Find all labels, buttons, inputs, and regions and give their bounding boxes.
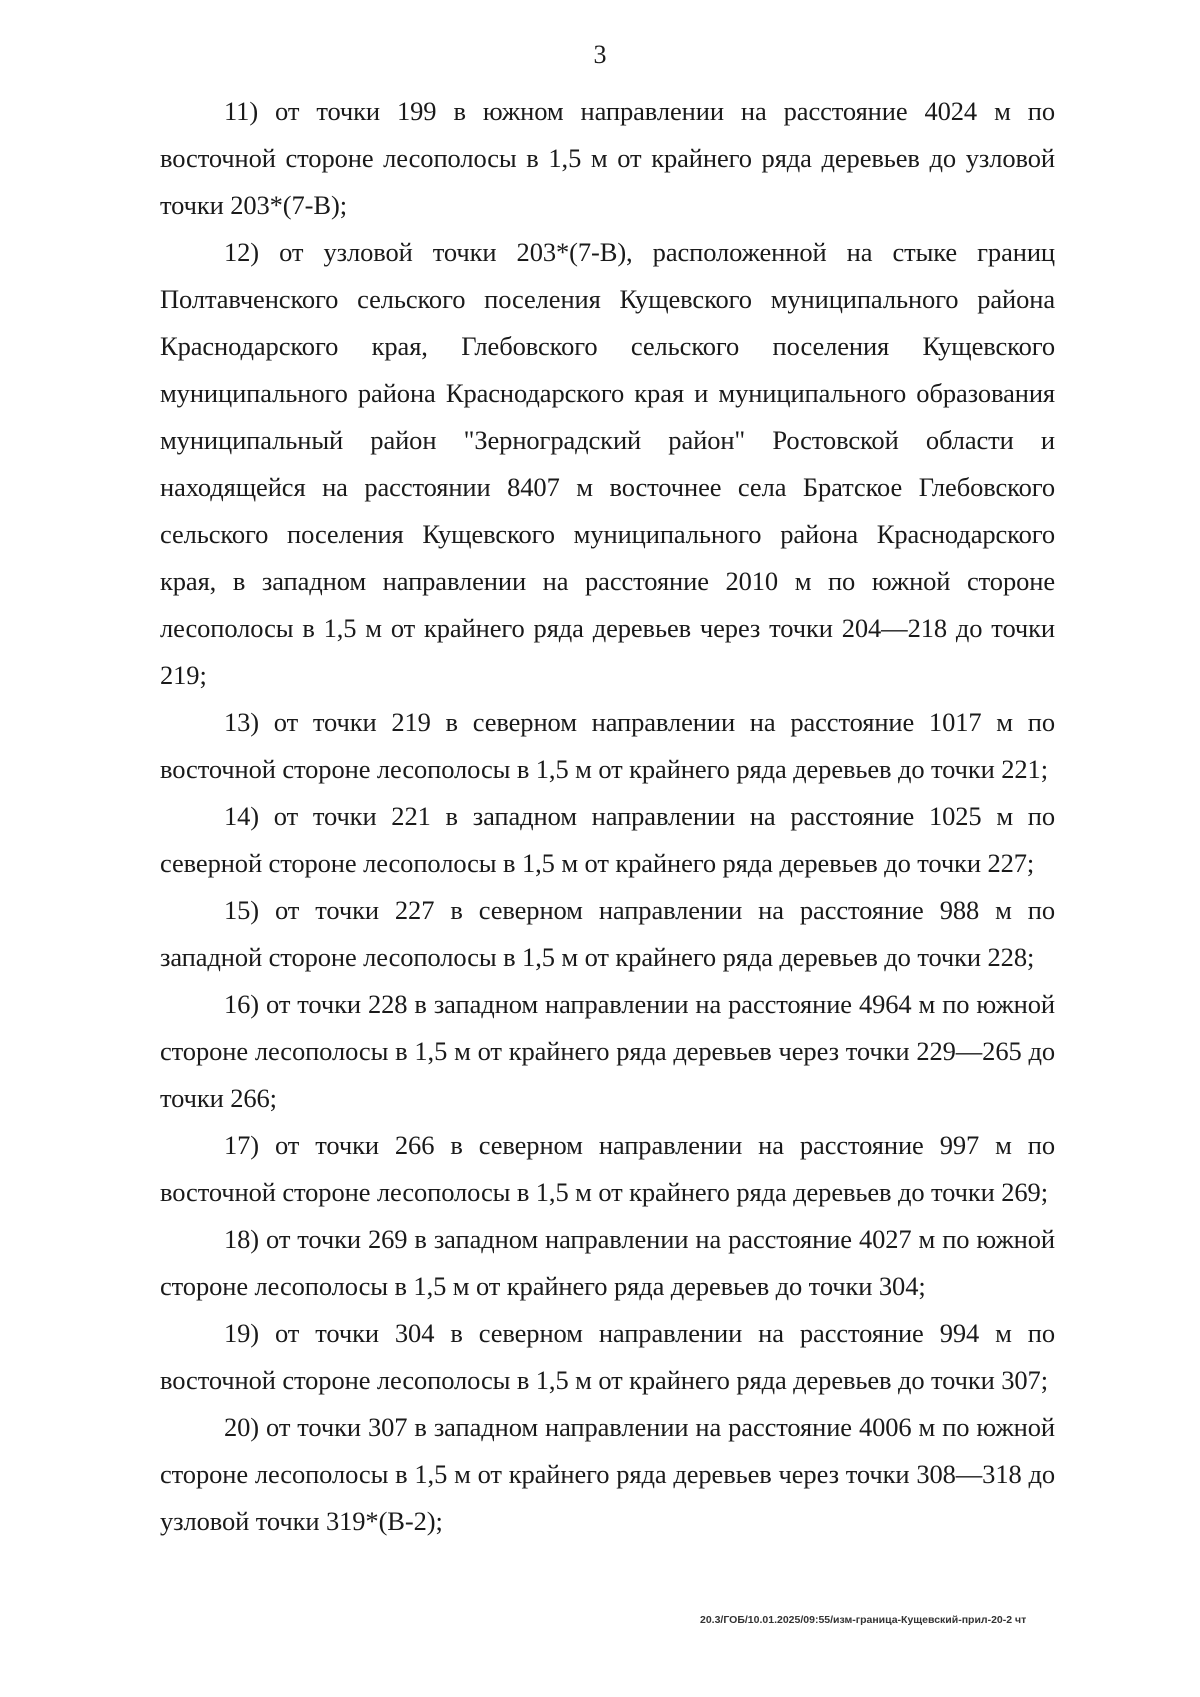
paragraph-18: 18) от точки 269 в западном направлении на расстояние 4027 м по южной стороне лесополосы в 1,5 м от крайнего ряда деревьев до точки 304; [160,1224,1055,1301]
paragraph-16: 16) от точки 228 в западном направлении на расстояние 4964 м по южной стороне лесополосы в 1,5 м от крайнего ряда деревьев через точки 229—265 до точки 266; [160,989,1055,1113]
paragraph-15: 15) от точки 227 в северном направлении на расстояние 988 м по западной стороне лесополосы в 1,5 м от крайнего ряда деревьев до точки 228; [160,895,1055,972]
paragraph-14: 14) от точки 221 в западном направлении на расстояние 1025 м по северной стороне лесополосы в 1,5 м от крайнего ряда деревьев до точки 227; [160,801,1055,878]
page-number: 3 [593,40,607,69]
footer-stamp: 20.3/ГОБ/10.01.2025/09:55/изм-граница-Кущевский-прил-20-2 чт [700,1614,1027,1626]
paragraph-11: 11) от точки 199 в южном направлении на расстояние 4024 м по восточной стороне лесополосы в 1,5 м от крайнего ряда деревьев до узловой точки 203*(7-В); [160,96,1055,220]
document-body [160,88,1055,1545]
paragraph-17: 17) от точки 266 в северном направлении на расстояние 997 м по восточной стороне лесополосы в 1,5 м от крайнего ряда деревьев до точки 269; [160,1130,1055,1207]
paragraph-19: 19) от точки 304 в северном направлении на расстояние 994 м по восточной стороне лесополосы в 1,5 м от крайнего ряда деревьев до точки 307; [160,1318,1055,1395]
paragraph-13: 13) от точки 219 в северном направлении на расстояние 1017 м по восточной стороне лесополосы в 1,5 м от крайнего ряда деревьев до точки 221; [160,707,1055,784]
paragraph-12: 12) от узловой точки 203*(7-В), расположенной на стыке границ Полтавченского сельского поселения Кущевского муниципального района Краснодарского края, Глебовского сельского поселения Кущевского муниципального района Краснодарского края и муниципального образования муниципальный район "Зерноградский район" Ростовской области и находящейся на расстоянии 8407 м восточнее села Братское Глебовского сельского поселения Кущевского муниципального района Краснодарского края, в западном направлении на расстояние 2010 м по южной стороне лесополосы в 1,5 м от крайнего ряда деревьев через точки 204—218 до точки 219; [160,237,1055,690]
paragraph-20: 20) от точки 307 в западном направлении на расстояние 4006 м по южной стороне лесополосы в 1,5 м от крайнего ряда деревьев через точки 308—318 до узловой точки 319*(В-2); [160,1412,1055,1536]
